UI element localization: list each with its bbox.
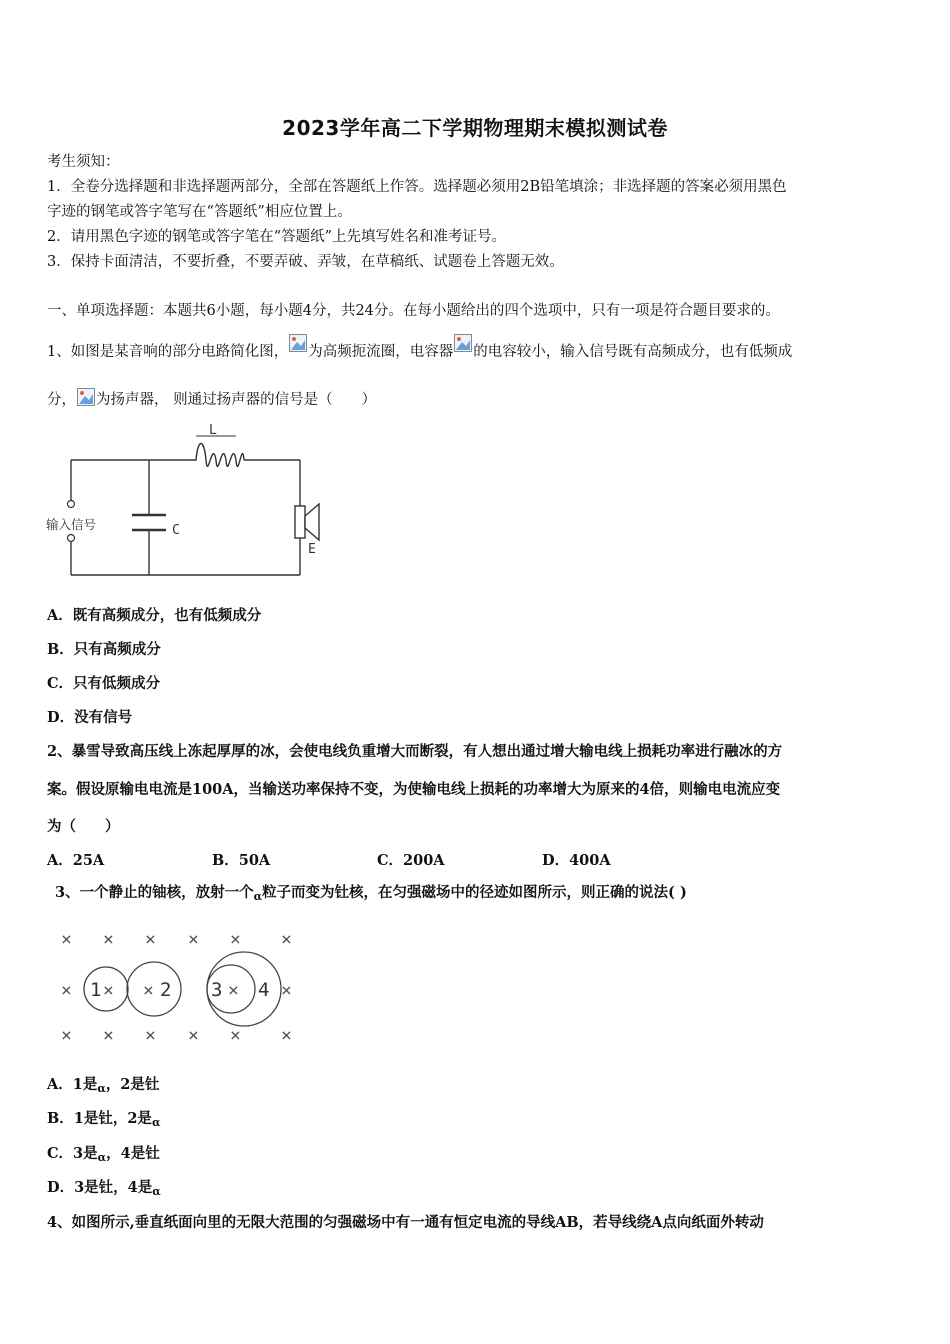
q2-option-d[interactable]: D．400A	[542, 852, 611, 869]
field-cross: ×	[143, 980, 154, 1001]
input-terminal	[68, 535, 75, 542]
input-terminal	[68, 501, 75, 508]
field-cross: ×	[145, 1025, 156, 1046]
q2-stem: 为（ ）	[47, 818, 120, 835]
field-cross: ×	[145, 929, 156, 950]
label-E: E	[308, 542, 316, 557]
field-cross: ×	[188, 1025, 199, 1046]
option-text: ，4是钍	[106, 1145, 160, 1162]
q3-option-b[interactable]	[47, 1109, 160, 1133]
q3-stem-a: 3、一个静止的铀核，放射一个	[55, 884, 254, 901]
track-circle-2	[127, 962, 181, 1016]
q3-option-d[interactable]	[47, 1178, 161, 1202]
broken-image-icon	[289, 334, 307, 352]
option-text: B．1是钍，2是	[47, 1110, 152, 1127]
q2-stem: 案。假设原输电电流是100A，当输送功率保持不变，为使输电线上损耗的功率增大为原来的4倍，则输电电流应变	[47, 781, 781, 798]
speaker-cone	[305, 504, 319, 540]
track-label-4: 4	[258, 979, 270, 1001]
field-cross: ×	[103, 929, 114, 950]
label-L: L	[209, 423, 217, 438]
q2-option-c[interactable]: C．200A	[377, 852, 445, 869]
q3-stem-b: 粒子而变为钍核，在匀强磁场中的径迹如图所示，则正确的说法( )	[262, 884, 687, 901]
q2-option-a[interactable]: A．25A	[47, 852, 105, 869]
q1-text-e: 为扬声器， 则通过扬声器的信号是（ ）	[96, 392, 377, 408]
field-cross: ×	[230, 929, 241, 950]
option-text: ，2是钍	[105, 1076, 160, 1093]
label-C: C	[172, 523, 180, 538]
field-cross: ×	[228, 980, 239, 1001]
q1-option-a[interactable]: A．既有高频成分，也有低频成分	[47, 607, 262, 624]
field-cross: ×	[230, 1025, 241, 1046]
notice-item: 1．全卷分选择题和非选择题两部分，全部在答题纸上作答。选择题必须用2B铅笔填涂；非选择题的答案必须用黑色	[47, 179, 787, 195]
question-1-stem-cont	[47, 388, 376, 410]
q2-stem: 2、暴雪导致高压线上冻起厚厚的冰，会使电线负重增大而断裂，有人想出通过增大输电线上损耗功率进行融冰的方	[47, 743, 783, 760]
alpha-symbol: α	[253, 890, 263, 903]
q3-stem	[55, 883, 687, 907]
broken-image-icon	[77, 388, 95, 406]
q3-option-a[interactable]	[47, 1075, 159, 1099]
section-heading: 一、单项选择题：本题共6小题，每小题4分，共24分。在每小题给出的四个选项中，只有一项是符合题目要求的。	[47, 303, 780, 319]
q1-text-a: 1、如图是某音响的部分电路简化图，	[47, 344, 289, 360]
field-cross: ×	[61, 1025, 72, 1046]
field-cross: ×	[61, 980, 72, 1001]
circuit-diagram	[40, 418, 340, 583]
q3-option-c[interactable]	[47, 1144, 160, 1168]
field-cross: ×	[281, 929, 292, 950]
alpha-symbol: α	[152, 1185, 161, 1198]
label-input-signal: 输入信号	[46, 517, 97, 532]
question-1-stem	[47, 340, 792, 362]
q2-option-b[interactable]: B．50A	[212, 852, 271, 869]
magnetic-field-diagram	[52, 922, 302, 1050]
track-label-1: 1	[90, 979, 102, 1001]
q1-option-b[interactable]: B．只有高频成分	[47, 641, 161, 658]
track-label-2: 2	[160, 979, 172, 1001]
q1-text-c: 的电容较小，输入信号既有高频成分，也有低频成	[473, 344, 793, 360]
notice-item: 2．请用黑色字迹的钢笔或答字笔在“答题纸”上先填写姓名和准考证号。	[47, 229, 507, 245]
broken-image-icon	[454, 334, 472, 352]
page-title: 2023学年高二下学期物理期末模拟测试卷	[282, 116, 668, 140]
inductor-coil	[192, 444, 244, 467]
notice-item: 3．保持卡面清洁，不要折叠，不要弄破、弄皱，在草稿纸、试题卷上答题无效。	[47, 254, 564, 270]
q1-text-b: 为高频扼流圈，电容器	[308, 344, 454, 360]
track-label-3: 3	[211, 979, 223, 1001]
speaker-body	[295, 506, 305, 538]
option-text: D．3是钍，4是	[47, 1179, 153, 1196]
field-cross: ×	[281, 980, 292, 1001]
notice-item: 字迹的钢笔或答字笔写在“答题纸”相应位置上。	[47, 204, 352, 220]
q4-stem: 4、如图所示,垂直纸面向里的无限大范围的匀强磁场中有一通有恒定电流的导线AB，若导线绕A点向纸面外转动	[47, 1214, 764, 1231]
notice-heading: 考生须知：	[47, 154, 120, 170]
option-text: A．1是	[47, 1076, 98, 1093]
alpha-symbol: α	[97, 1151, 107, 1164]
field-cross: ×	[61, 929, 72, 950]
field-cross: ×	[281, 1025, 292, 1046]
option-text: C．3是	[47, 1145, 98, 1162]
alpha-symbol: α	[151, 1116, 161, 1129]
q1-text-d: 分，	[47, 392, 76, 408]
field-cross: ×	[103, 980, 114, 1001]
q1-option-c[interactable]: C．只有低频成分	[47, 675, 161, 692]
field-cross: ×	[188, 929, 199, 950]
field-cross: ×	[103, 1025, 114, 1046]
q1-option-d[interactable]: D．没有信号	[47, 709, 133, 726]
alpha-symbol: α	[97, 1082, 106, 1095]
